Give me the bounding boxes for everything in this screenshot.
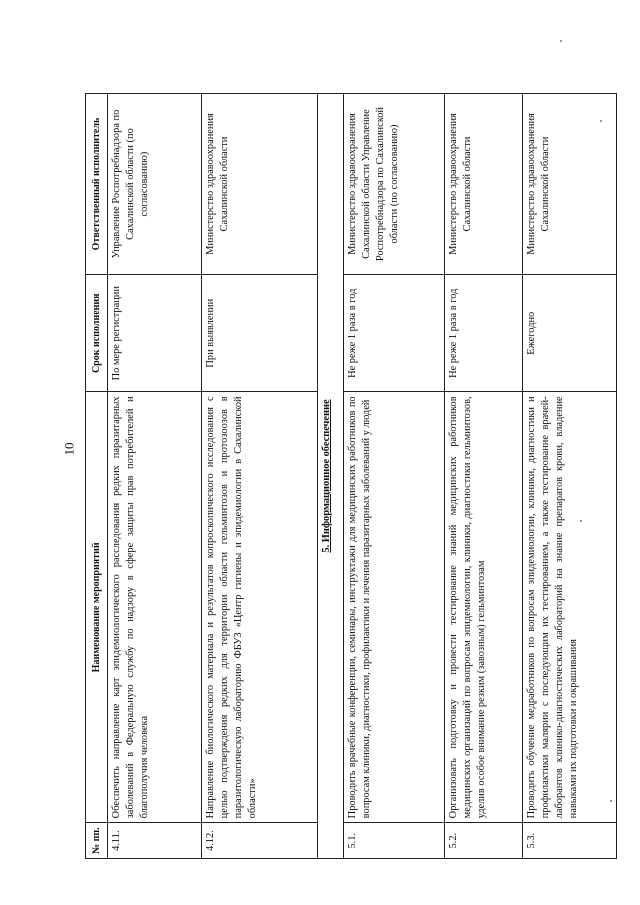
- activity-text: Проводить врачебные конференции, семинары, инструктажи для медицинских работников по вопросам клиники, диагностики, профилактики и лечения паразитарных заболеваний у людей: [343, 392, 444, 823]
- scan-speck: [600, 120, 602, 122]
- term-text: По мере регистрации: [108, 275, 202, 392]
- activity-text: Организовать подготовку и провести тестирование знаний медицинских работников медицинских организаций по вопросам эпидемиологии, клиники, диагностики гельминтозов, уделив особое внимание резким (завозным) гельминтозам: [444, 392, 522, 823]
- rotated-table-container: [85, 93, 617, 859]
- activity-text: Проводить обучение медработников по вопросам эпидемиологии, клиники, диагностики и профилактики малярии с последующим их тестированием, а также тестирование врачей-лаборантов клинико-диагностических лабораторий на знание препаратов крови, владение навыками их подготовки и окрашивания: [522, 392, 616, 823]
- row-number: 5.3.: [522, 823, 616, 859]
- section-row: [318, 94, 344, 859]
- row-number: 5.1.: [343, 823, 444, 859]
- activities-table: [85, 93, 617, 859]
- activity-text: Обеспечить направление карт эпидемиологического расследования редких паразитарных заболеваний в Федеральную службу по надзору в сфере защиты прав потребителей и благополучия человека: [108, 392, 202, 823]
- section-title: 5. Информационное обеспечение: [321, 399, 333, 553]
- table-row: [522, 94, 616, 859]
- responsible-text: Управление Роспотребнадзора по Сахалинской области (по согласованию): [108, 94, 202, 275]
- table-row: [108, 94, 202, 859]
- responsible-text: Министерство здравоохранения Сахалинской области Управление Роспотребнадзора по Сахалинской области (по согласованию): [343, 94, 444, 275]
- page-number: 10: [61, 442, 77, 456]
- scan-speck: [560, 40, 562, 42]
- row-number: 5.2.: [444, 823, 522, 859]
- table-row: [202, 94, 318, 859]
- responsible-text: Министерство здравоохранения Сахалинской области: [522, 94, 616, 275]
- term-text: Ежегодно: [522, 275, 616, 392]
- scan-speck: [610, 800, 612, 802]
- header-name: Наименование мероприятий: [86, 392, 108, 823]
- table-header-row: [86, 94, 108, 859]
- term-text: Не реже 1 раза в год: [444, 275, 522, 392]
- activity-text: Направление биологического материала и результатов копроскопического исследования с целью подтверждения редких для территории области гельминтозов и протозоозов в паразитологическую лабораторию ФБУЗ «Центр гигиены и эпидемиологии в Сахалинской области»: [202, 392, 318, 823]
- row-number: 4.11.: [108, 823, 202, 859]
- table-row: [444, 94, 522, 859]
- scan-speck: [580, 520, 582, 522]
- header-term: Срок исполнения: [86, 275, 108, 392]
- header-num: № пп.: [86, 823, 108, 859]
- table-row: [343, 94, 444, 859]
- term-text: Не реже 1 раза в год: [343, 275, 444, 392]
- header-responsible: Ответственный исполнитель: [86, 94, 108, 275]
- responsible-text: Министерство здравоохранения Сахалинской области: [202, 94, 318, 275]
- responsible-text: Министерство здравоохранения Сахалинской области: [444, 94, 522, 275]
- term-text: При выявлении: [202, 275, 318, 392]
- row-number: 4.12.: [202, 823, 318, 859]
